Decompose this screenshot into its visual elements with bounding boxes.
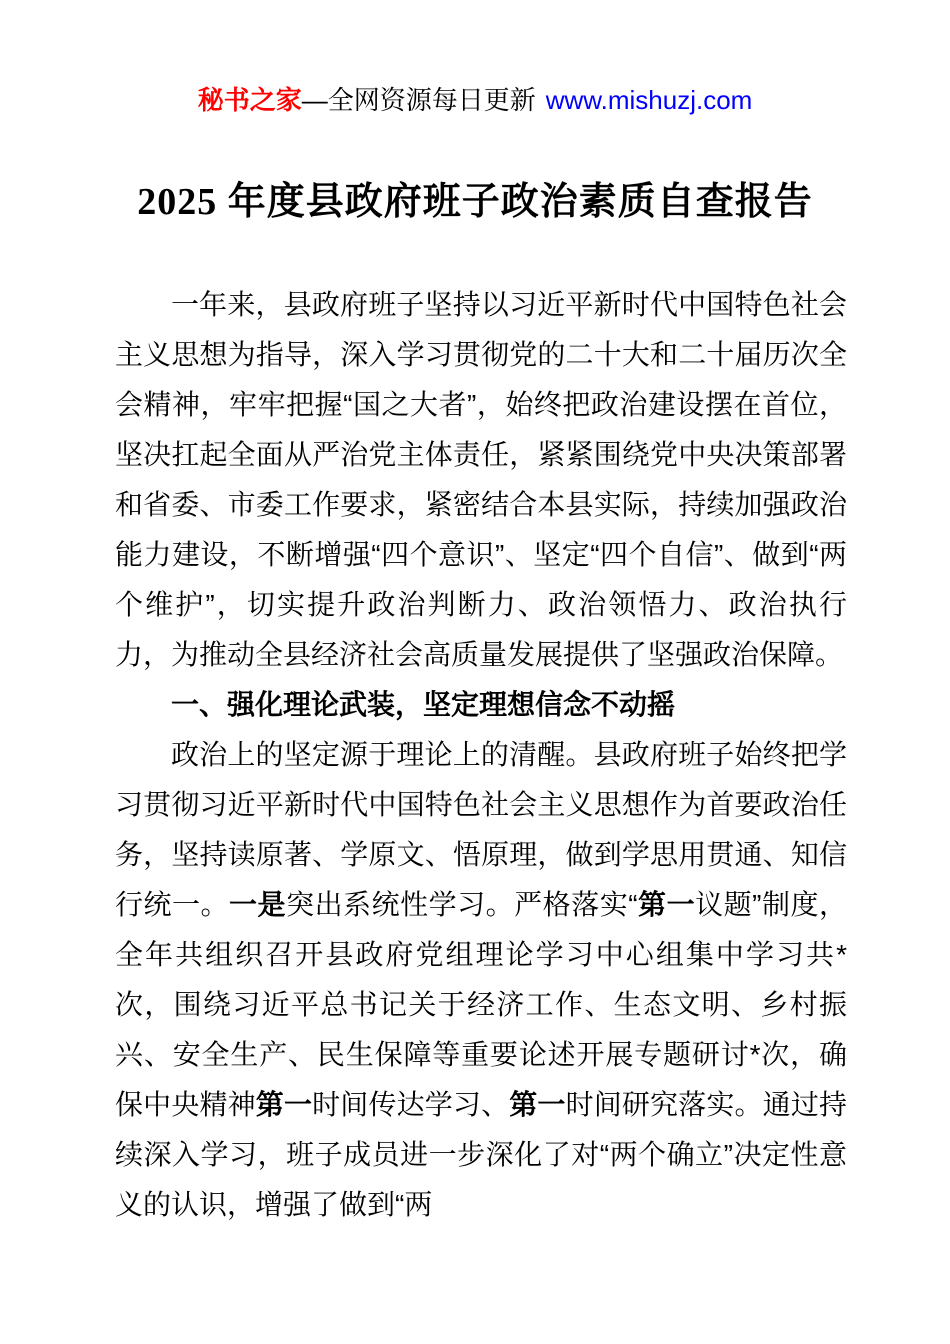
body-text: 突出系统性学习。严格落实“ bbox=[286, 889, 638, 920]
emphasis-text: 第一 bbox=[637, 889, 696, 920]
section-heading bbox=[115, 680, 847, 730]
document-paragraph bbox=[115, 280, 847, 680]
document-body bbox=[0, 280, 847, 1230]
body-text: 时间研究落实。通过持续深入学习，班子成员进一步深化了对“两个确立”决定性意义的认识，增强了做到“两 bbox=[115, 1089, 847, 1220]
header-tagline: 全网资源每日更新 bbox=[327, 85, 536, 115]
emphasis-text: 第一 bbox=[509, 1089, 566, 1120]
site-name: 秘书之家 bbox=[197, 85, 302, 115]
body-text: 时间传达学习、 bbox=[312, 1089, 510, 1120]
emphasis-text: 一、强化理论武装，坚定理想信念不动摇 bbox=[171, 689, 676, 720]
document-title: 2025 年度县政府班子政治素质自查报告 bbox=[137, 181, 813, 223]
header-separator: — bbox=[301, 85, 328, 115]
emphasis-text: 第一 bbox=[255, 1089, 313, 1120]
site-url-link[interactable]: www.mishuzj.com bbox=[545, 85, 753, 115]
body-text: 政治上的坚定源于理论上的清醒。县政府班子始终把学习贯彻习近平新时代中国特色社会主义思想作为首要政治任务，坚持读原著、学原文、悟原理，做到学思用贯通、知信行统一。 bbox=[115, 739, 847, 920]
site-header bbox=[0, 82, 950, 118]
document-paragraph bbox=[115, 730, 847, 1230]
body-text: 一年来，县政府班子坚持以习近平新时代中国特色社会主义思想为指导，深入学习贯彻党的二十大和二十届历次全会精神，牢牢把握“国之大者”，始终把政治建设摆在首位，坚决扛起全面从严治党主体责任，紧紧围绕党中央决策部署和省委、市委工作要求，紧密结合本县实际，持续加强政治能力建设，不断增强“四个意识”、坚定“四个自信”、做到“两个维护”，切实提升政治判断力、政治领悟力、政治执行力，为推动全县经济社会高质量发展提供了坚强政治保障。 bbox=[115, 289, 847, 670]
body-text: 议题”制度，全年共组织召开县政府党组理论学习中心组集中学习共*次，围绕习近平总书记关于经济工作、生态文明、乡村振兴、安全生产、民生保障等重要论述开展专题研讨*次，确保中央精神 bbox=[115, 889, 847, 1120]
emphasis-text: 一是 bbox=[229, 889, 287, 920]
